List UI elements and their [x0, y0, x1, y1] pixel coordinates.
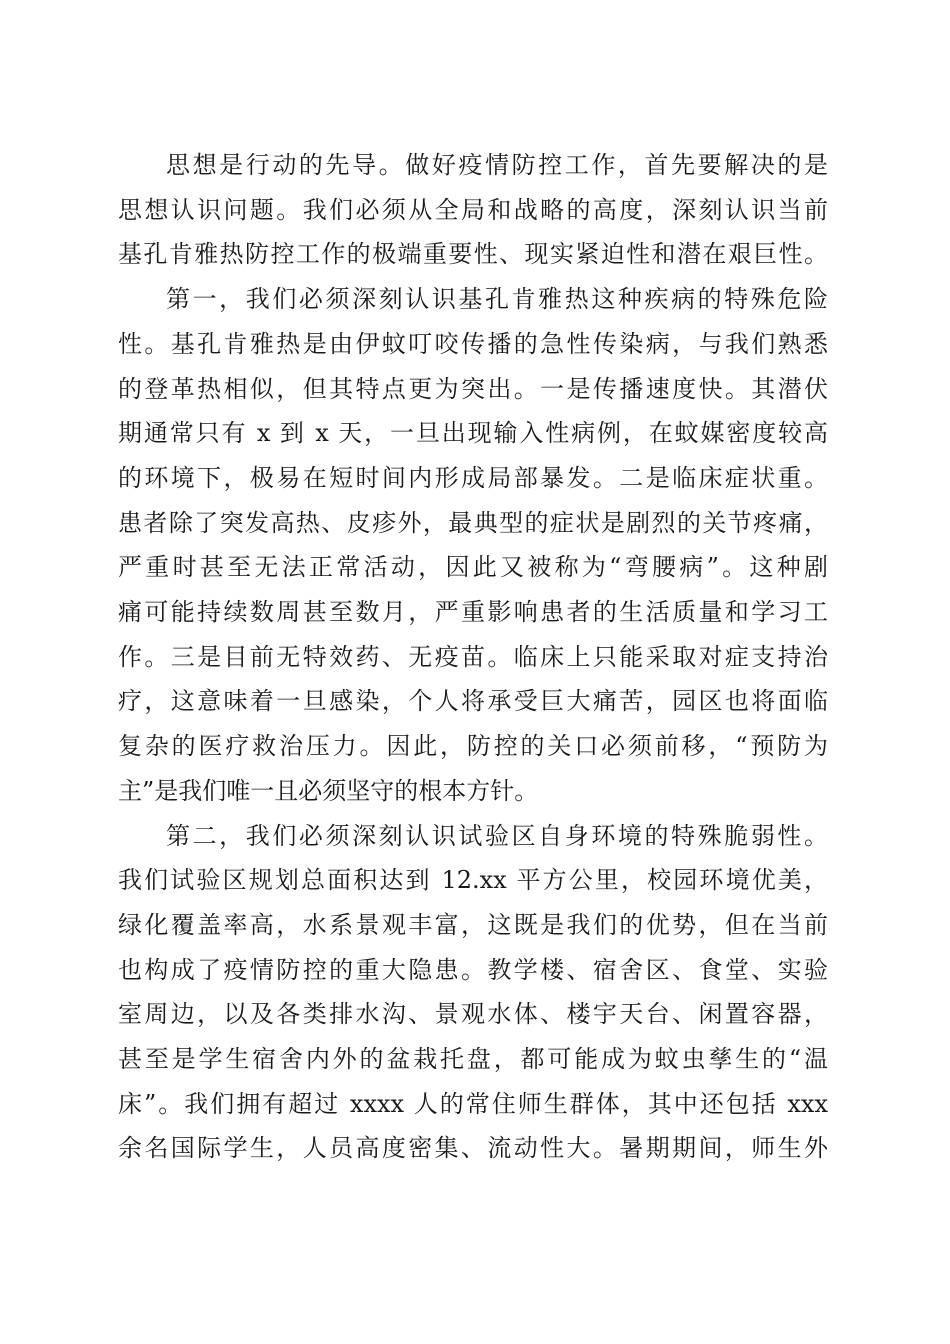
text-line: 床”。我们拥有超过 xxxx 人的常住师生群体，其中还包括 xxx — [118, 1089, 828, 1118]
text-line: 甚至是学生宿舍内外的盆栽托盘，都可能成为蚊虫孳生的“温 — [118, 1045, 828, 1074]
text-line: 第一，我们必须深刻认识基孔肯雅热这种疾病的特殊危险 — [166, 285, 828, 314]
text-line: 主”是我们唯一且必须坚守的根本方针。 — [118, 776, 539, 805]
text-line: 作。三是目前无特效药、无疫苗。临床上只能采取对症支持治 — [118, 642, 828, 671]
text-line: 余名国际学生，人员高度密集、流动性大。暑期期间，师生外 — [118, 1134, 828, 1163]
text-line: 第二，我们必须深刻认识试验区自身环境的特殊脆弱性。 — [166, 821, 828, 850]
text-line: 性。基孔肯雅热是由伊蚊叮咬传播的急性传染病，与我们熟悉 — [118, 329, 828, 358]
paragraph-intro — [118, 143, 828, 277]
text-line: 思想是行动的先导。做好疫情防控工作，首先要解决的是 — [166, 151, 828, 179]
text-line: 我们试验区规划总面积达到 12.xx 平方公里，校园环境优美， — [118, 866, 828, 895]
text-line: 严重时甚至无法正常活动，因此又被称为“弯腰病”。这种剧 — [118, 553, 828, 582]
text-line: 室周边，以及各类排水沟、景观水体、楼宇天台、闲置容器， — [118, 1000, 828, 1029]
paragraph-first-point — [118, 277, 828, 813]
text-line: 痛可能持续数周甚至数月，严重影响患者的生活质量和学习工 — [118, 598, 828, 627]
text-line: 的登革热相似，但其特点更为突出。一是传播速度快。其潜伏 — [118, 374, 828, 403]
text-line: 的环境下，极易在短时间内形成局部暴发。二是临床症状重。 — [118, 463, 828, 492]
text-line: 患者除了突发高热、皮疹外，最典型的症状是剧烈的关节疼痛， — [118, 508, 828, 537]
text-line: 基孔肯雅热防控工作的极端重要性、现实紧迫性和潜在艰巨性。 — [118, 240, 828, 269]
document-body — [118, 143, 828, 1171]
text-line: 绿化覆盖率高，水系景观丰富，这既是我们的优势，但在当前 — [118, 910, 828, 939]
text-line: 也构成了疫情防控的重大隐患。教学楼、宿舍区、食堂、实验 — [118, 955, 828, 984]
paragraph-second-point — [118, 814, 828, 1172]
text-line: 疗，这意味着一旦感染，个人将承受巨大痛苦，园区也将面临 — [118, 687, 828, 716]
text-line: 复杂的医疗救治压力。因此，防控的关口必须前移，“预防为 — [118, 732, 828, 761]
text-line: 思想认识问题。我们必须从全局和战略的高度，深刻认识当前 — [118, 195, 828, 224]
text-line: 期通常只有 x 到 x 天，一旦出现输入性病例，在蚊媒密度较高 — [118, 419, 828, 448]
